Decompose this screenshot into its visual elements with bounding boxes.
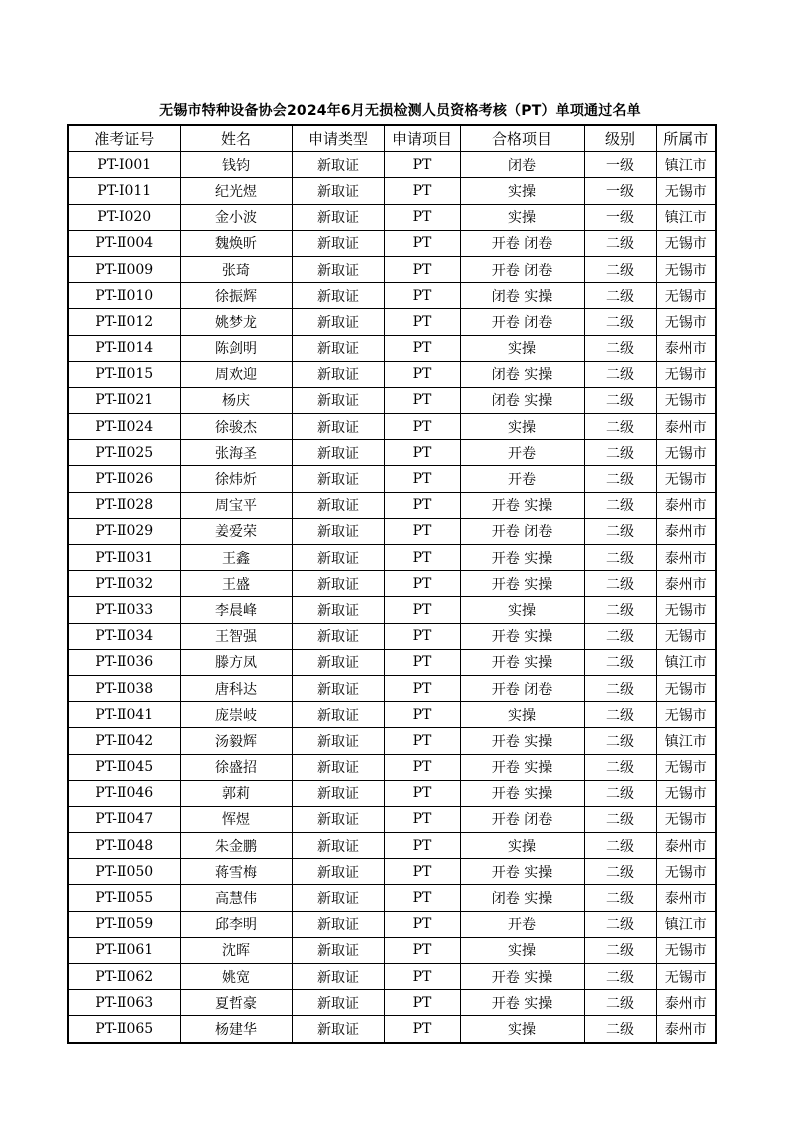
apply-type-cell: 新取证 bbox=[292, 309, 384, 335]
passed-item-cell: 实操 bbox=[460, 597, 584, 623]
city-cell: 泰州市 bbox=[656, 833, 716, 859]
city-cell: 镇江市 bbox=[656, 911, 716, 937]
city-cell: 泰州市 bbox=[656, 990, 716, 1016]
apply-item-cell: PT bbox=[384, 230, 460, 256]
level-cell: 二级 bbox=[584, 728, 656, 754]
exam-id-cell: PT-Ⅱ026 bbox=[68, 466, 180, 492]
apply-item-cell: PT bbox=[384, 518, 460, 544]
exam-id-cell: PT-Ⅱ063 bbox=[68, 990, 180, 1016]
exam-id-cell: PT-Ⅱ012 bbox=[68, 309, 180, 335]
name-cell: 王智强 bbox=[180, 623, 292, 649]
apply-item-cell: PT bbox=[384, 492, 460, 518]
passed-item-cell: 实操 bbox=[460, 414, 584, 440]
table-row bbox=[68, 597, 716, 623]
apply-type-cell: 新取证 bbox=[292, 152, 384, 178]
apply-item-cell: PT bbox=[384, 675, 460, 701]
table-row bbox=[68, 230, 716, 256]
exam-id-cell: PT-Ⅱ038 bbox=[68, 675, 180, 701]
exam-id-cell: PT-Ⅱ015 bbox=[68, 361, 180, 387]
city-cell: 无锡市 bbox=[656, 361, 716, 387]
table-row bbox=[68, 990, 716, 1016]
name-cell: 魏焕昕 bbox=[180, 230, 292, 256]
exam-id-cell: PT-Ⅰ011 bbox=[68, 178, 180, 204]
level-cell: 二级 bbox=[584, 1016, 656, 1043]
level-cell: 二级 bbox=[584, 649, 656, 675]
name-cell: 王鑫 bbox=[180, 545, 292, 571]
apply-item-cell: PT bbox=[384, 911, 460, 937]
city-cell: 无锡市 bbox=[656, 623, 716, 649]
exam-id-cell: PT-Ⅱ025 bbox=[68, 440, 180, 466]
level-cell: 二级 bbox=[584, 702, 656, 728]
name-cell: 王盛 bbox=[180, 571, 292, 597]
name-cell: 邱李明 bbox=[180, 911, 292, 937]
level-cell: 二级 bbox=[584, 754, 656, 780]
name-cell: 钱钧 bbox=[180, 152, 292, 178]
apply-type-cell: 新取证 bbox=[292, 806, 384, 832]
exam-id-cell: PT-Ⅱ031 bbox=[68, 545, 180, 571]
table-row bbox=[68, 178, 716, 204]
level-cell: 二级 bbox=[584, 309, 656, 335]
table-row bbox=[68, 335, 716, 361]
apply-type-cell: 新取证 bbox=[292, 649, 384, 675]
city-cell: 泰州市 bbox=[656, 545, 716, 571]
name-cell: 周宝平 bbox=[180, 492, 292, 518]
passed-item-cell: 开卷 闭卷 bbox=[460, 309, 584, 335]
level-cell: 二级 bbox=[584, 283, 656, 309]
level-cell: 二级 bbox=[584, 256, 656, 282]
table-row bbox=[68, 885, 716, 911]
passed-item-cell: 开卷 闭卷 bbox=[460, 230, 584, 256]
city-cell: 无锡市 bbox=[656, 675, 716, 701]
table-header-row bbox=[68, 125, 716, 152]
apply-item-cell: PT bbox=[384, 440, 460, 466]
passed-item-cell: 开卷 实操 bbox=[460, 964, 584, 990]
apply-item-cell: PT bbox=[384, 309, 460, 335]
passed-item-cell: 实操 bbox=[460, 1016, 584, 1043]
level-cell: 二级 bbox=[584, 440, 656, 466]
apply-item-cell: PT bbox=[384, 1016, 460, 1043]
city-cell: 无锡市 bbox=[656, 466, 716, 492]
apply-type-cell: 新取证 bbox=[292, 414, 384, 440]
exam-id-cell: PT-Ⅱ047 bbox=[68, 806, 180, 832]
apply-item-cell: PT bbox=[384, 990, 460, 1016]
table-row bbox=[68, 387, 716, 413]
column-header-name: 姓名 bbox=[180, 125, 292, 152]
table-row bbox=[68, 833, 716, 859]
level-cell: 二级 bbox=[584, 518, 656, 544]
name-cell: 周欢迎 bbox=[180, 361, 292, 387]
level-cell: 二级 bbox=[584, 466, 656, 492]
level-cell: 二级 bbox=[584, 230, 656, 256]
passed-item-cell: 开卷 闭卷 bbox=[460, 806, 584, 832]
level-cell: 二级 bbox=[584, 414, 656, 440]
table-row bbox=[68, 414, 716, 440]
exam-id-cell: PT-Ⅱ004 bbox=[68, 230, 180, 256]
apply-type-cell: 新取证 bbox=[292, 702, 384, 728]
city-cell: 无锡市 bbox=[656, 597, 716, 623]
column-header-apply-item: 申请项目 bbox=[384, 125, 460, 152]
exam-id-cell: PT-Ⅱ045 bbox=[68, 754, 180, 780]
apply-item-cell: PT bbox=[384, 414, 460, 440]
exam-id-cell: PT-Ⅱ065 bbox=[68, 1016, 180, 1043]
apply-item-cell: PT bbox=[384, 623, 460, 649]
passed-item-cell: 开卷 实操 bbox=[460, 649, 584, 675]
apply-item-cell: PT bbox=[384, 335, 460, 361]
apply-type-cell: 新取证 bbox=[292, 990, 384, 1016]
table-row bbox=[68, 361, 716, 387]
apply-item-cell: PT bbox=[384, 885, 460, 911]
level-cell: 二级 bbox=[584, 571, 656, 597]
city-cell: 镇江市 bbox=[656, 204, 716, 230]
city-cell: 泰州市 bbox=[656, 518, 716, 544]
apply-item-cell: PT bbox=[384, 780, 460, 806]
apply-item-cell: PT bbox=[384, 545, 460, 571]
name-cell: 唐科达 bbox=[180, 675, 292, 701]
exam-id-cell: PT-Ⅱ029 bbox=[68, 518, 180, 544]
exam-id-cell: PT-Ⅱ028 bbox=[68, 492, 180, 518]
apply-type-cell: 新取证 bbox=[292, 492, 384, 518]
name-cell: 徐盛招 bbox=[180, 754, 292, 780]
level-cell: 二级 bbox=[584, 964, 656, 990]
name-cell: 沈晖 bbox=[180, 937, 292, 963]
name-cell: 姚宽 bbox=[180, 964, 292, 990]
passed-item-cell: 闭卷 bbox=[460, 152, 584, 178]
apply-item-cell: PT bbox=[384, 806, 460, 832]
name-cell: 夏哲豪 bbox=[180, 990, 292, 1016]
passed-item-cell: 闭卷 实操 bbox=[460, 387, 584, 413]
apply-type-cell: 新取证 bbox=[292, 937, 384, 963]
apply-item-cell: PT bbox=[384, 702, 460, 728]
passed-item-cell: 实操 bbox=[460, 702, 584, 728]
passed-item-cell: 开卷 实操 bbox=[460, 754, 584, 780]
level-cell: 二级 bbox=[584, 990, 656, 1016]
table-row bbox=[68, 492, 716, 518]
level-cell: 二级 bbox=[584, 492, 656, 518]
name-cell: 杨建华 bbox=[180, 1016, 292, 1043]
name-cell: 徐骏杰 bbox=[180, 414, 292, 440]
apply-item-cell: PT bbox=[384, 937, 460, 963]
apply-item-cell: PT bbox=[384, 387, 460, 413]
name-cell: 陈剑明 bbox=[180, 335, 292, 361]
apply-type-cell: 新取证 bbox=[292, 178, 384, 204]
city-cell: 无锡市 bbox=[656, 230, 716, 256]
name-cell: 徐振辉 bbox=[180, 283, 292, 309]
passed-item-cell: 开卷 实操 bbox=[460, 545, 584, 571]
exam-id-cell: PT-Ⅱ061 bbox=[68, 937, 180, 963]
apply-type-cell: 新取证 bbox=[292, 675, 384, 701]
apply-type-cell: 新取证 bbox=[292, 387, 384, 413]
level-cell: 一级 bbox=[584, 204, 656, 230]
level-cell: 二级 bbox=[584, 387, 656, 413]
city-cell: 无锡市 bbox=[656, 387, 716, 413]
apply-item-cell: PT bbox=[384, 833, 460, 859]
passed-item-cell: 开卷 实操 bbox=[460, 728, 584, 754]
exam-id-cell: PT-Ⅰ001 bbox=[68, 152, 180, 178]
exam-id-cell: PT-Ⅱ032 bbox=[68, 571, 180, 597]
apply-type-cell: 新取证 bbox=[292, 911, 384, 937]
name-cell: 庞崇岐 bbox=[180, 702, 292, 728]
level-cell: 一级 bbox=[584, 178, 656, 204]
passed-item-cell: 实操 bbox=[460, 335, 584, 361]
table-row bbox=[68, 702, 716, 728]
apply-type-cell: 新取证 bbox=[292, 833, 384, 859]
table-row bbox=[68, 518, 716, 544]
exam-id-cell: PT-Ⅱ021 bbox=[68, 387, 180, 413]
table-row bbox=[68, 806, 716, 832]
table-row bbox=[68, 649, 716, 675]
level-cell: 二级 bbox=[584, 675, 656, 701]
city-cell: 无锡市 bbox=[656, 283, 716, 309]
name-cell: 徐炜炘 bbox=[180, 466, 292, 492]
passed-item-cell: 实操 bbox=[460, 833, 584, 859]
city-cell: 无锡市 bbox=[656, 178, 716, 204]
city-cell: 无锡市 bbox=[656, 702, 716, 728]
city-cell: 无锡市 bbox=[656, 806, 716, 832]
exam-id-cell: PT-Ⅰ020 bbox=[68, 204, 180, 230]
apply-type-cell: 新取证 bbox=[292, 571, 384, 597]
apply-type-cell: 新取证 bbox=[292, 256, 384, 282]
passed-item-cell: 开卷 闭卷 bbox=[460, 518, 584, 544]
apply-type-cell: 新取证 bbox=[292, 1016, 384, 1043]
table-row bbox=[68, 466, 716, 492]
apply-item-cell: PT bbox=[384, 152, 460, 178]
column-header-passed-item: 合格项目 bbox=[460, 125, 584, 152]
city-cell: 泰州市 bbox=[656, 885, 716, 911]
passed-item-cell: 开卷 实操 bbox=[460, 571, 584, 597]
table-row bbox=[68, 911, 716, 937]
passed-item-cell: 实操 bbox=[460, 204, 584, 230]
apply-item-cell: PT bbox=[384, 571, 460, 597]
passed-item-cell: 开卷 bbox=[460, 440, 584, 466]
city-cell: 无锡市 bbox=[656, 780, 716, 806]
passed-item-cell: 闭卷 实操 bbox=[460, 283, 584, 309]
name-cell: 杨庆 bbox=[180, 387, 292, 413]
column-header-apply-type: 申请类型 bbox=[292, 125, 384, 152]
exam-id-cell: PT-Ⅱ055 bbox=[68, 885, 180, 911]
level-cell: 一级 bbox=[584, 152, 656, 178]
table-row bbox=[68, 152, 716, 178]
name-cell: 金小波 bbox=[180, 204, 292, 230]
passed-item-cell: 闭卷 实操 bbox=[460, 361, 584, 387]
exam-id-cell: PT-Ⅱ048 bbox=[68, 833, 180, 859]
column-header-city: 所属市 bbox=[656, 125, 716, 152]
apply-type-cell: 新取证 bbox=[292, 754, 384, 780]
table-row bbox=[68, 623, 716, 649]
apply-type-cell: 新取证 bbox=[292, 230, 384, 256]
apply-item-cell: PT bbox=[384, 283, 460, 309]
exam-id-cell: PT-Ⅱ033 bbox=[68, 597, 180, 623]
name-cell: 姜爱荣 bbox=[180, 518, 292, 544]
name-cell: 张琦 bbox=[180, 256, 292, 282]
level-cell: 二级 bbox=[584, 885, 656, 911]
apply-item-cell: PT bbox=[384, 256, 460, 282]
table-body bbox=[68, 152, 716, 1043]
city-cell: 无锡市 bbox=[656, 964, 716, 990]
city-cell: 无锡市 bbox=[656, 440, 716, 466]
name-cell: 滕方凤 bbox=[180, 649, 292, 675]
apply-type-cell: 新取证 bbox=[292, 728, 384, 754]
exam-id-cell: PT-Ⅱ009 bbox=[68, 256, 180, 282]
passed-item-cell: 开卷 实操 bbox=[460, 623, 584, 649]
apply-type-cell: 新取证 bbox=[292, 597, 384, 623]
name-cell: 张海圣 bbox=[180, 440, 292, 466]
results-table bbox=[67, 124, 717, 1044]
level-cell: 二级 bbox=[584, 911, 656, 937]
passed-item-cell: 开卷 bbox=[460, 466, 584, 492]
passed-item-cell: 开卷 实操 bbox=[460, 990, 584, 1016]
table-row bbox=[68, 440, 716, 466]
level-cell: 二级 bbox=[584, 597, 656, 623]
exam-id-cell: PT-Ⅱ014 bbox=[68, 335, 180, 361]
level-cell: 二级 bbox=[584, 859, 656, 885]
apply-type-cell: 新取证 bbox=[292, 518, 384, 544]
city-cell: 无锡市 bbox=[656, 754, 716, 780]
exam-id-cell: PT-Ⅱ034 bbox=[68, 623, 180, 649]
table-row bbox=[68, 1016, 716, 1043]
apply-item-cell: PT bbox=[384, 361, 460, 387]
city-cell: 镇江市 bbox=[656, 728, 716, 754]
passed-item-cell: 开卷 bbox=[460, 911, 584, 937]
column-header-level: 级别 bbox=[584, 125, 656, 152]
table-row bbox=[68, 937, 716, 963]
level-cell: 二级 bbox=[584, 623, 656, 649]
table-row bbox=[68, 728, 716, 754]
apply-type-cell: 新取证 bbox=[292, 335, 384, 361]
name-cell: 纪光煜 bbox=[180, 178, 292, 204]
table-row bbox=[68, 204, 716, 230]
exam-id-cell: PT-Ⅱ046 bbox=[68, 780, 180, 806]
name-cell: 姚梦龙 bbox=[180, 309, 292, 335]
passed-item-cell: 开卷 闭卷 bbox=[460, 675, 584, 701]
apply-item-cell: PT bbox=[384, 178, 460, 204]
table-row bbox=[68, 964, 716, 990]
apply-type-cell: 新取证 bbox=[292, 440, 384, 466]
apply-item-cell: PT bbox=[384, 466, 460, 492]
exam-id-cell: PT-Ⅱ042 bbox=[68, 728, 180, 754]
apply-item-cell: PT bbox=[384, 204, 460, 230]
city-cell: 无锡市 bbox=[656, 937, 716, 963]
apply-item-cell: PT bbox=[384, 754, 460, 780]
apply-type-cell: 新取证 bbox=[292, 466, 384, 492]
name-cell: 汤毅辉 bbox=[180, 728, 292, 754]
name-cell: 蒋雪梅 bbox=[180, 859, 292, 885]
table-row bbox=[68, 545, 716, 571]
apply-type-cell: 新取证 bbox=[292, 885, 384, 911]
passed-item-cell: 开卷 闭卷 bbox=[460, 256, 584, 282]
passed-item-cell: 开卷 实操 bbox=[460, 492, 584, 518]
apply-item-cell: PT bbox=[384, 859, 460, 885]
level-cell: 二级 bbox=[584, 937, 656, 963]
city-cell: 泰州市 bbox=[656, 335, 716, 361]
level-cell: 二级 bbox=[584, 806, 656, 832]
exam-id-cell: PT-Ⅱ041 bbox=[68, 702, 180, 728]
level-cell: 二级 bbox=[584, 833, 656, 859]
name-cell: 朱金鹏 bbox=[180, 833, 292, 859]
table-row bbox=[68, 780, 716, 806]
apply-type-cell: 新取证 bbox=[292, 545, 384, 571]
city-cell: 泰州市 bbox=[656, 414, 716, 440]
level-cell: 二级 bbox=[584, 361, 656, 387]
passed-item-cell: 实操 bbox=[460, 937, 584, 963]
city-cell: 无锡市 bbox=[656, 859, 716, 885]
city-cell: 泰州市 bbox=[656, 492, 716, 518]
name-cell: 郭莉 bbox=[180, 780, 292, 806]
column-header-exam-id: 准考证号 bbox=[68, 125, 180, 152]
apply-item-cell: PT bbox=[384, 649, 460, 675]
exam-id-cell: PT-Ⅱ024 bbox=[68, 414, 180, 440]
city-cell: 镇江市 bbox=[656, 152, 716, 178]
apply-type-cell: 新取证 bbox=[292, 623, 384, 649]
apply-type-cell: 新取证 bbox=[292, 361, 384, 387]
passed-item-cell: 开卷 实操 bbox=[460, 859, 584, 885]
table-row bbox=[68, 859, 716, 885]
table-row bbox=[68, 754, 716, 780]
passed-item-cell: 闭卷 实操 bbox=[460, 885, 584, 911]
city-cell: 泰州市 bbox=[656, 1016, 716, 1043]
city-cell: 无锡市 bbox=[656, 309, 716, 335]
document-title: 无锡市特种设备协会2024年6月无损检测人员资格考核（PT）单项通过名单 bbox=[159, 103, 641, 119]
exam-id-cell: PT-Ⅱ050 bbox=[68, 859, 180, 885]
apply-type-cell: 新取证 bbox=[292, 859, 384, 885]
table-row bbox=[68, 256, 716, 282]
level-cell: 二级 bbox=[584, 545, 656, 571]
apply-item-cell: PT bbox=[384, 597, 460, 623]
apply-type-cell: 新取证 bbox=[292, 964, 384, 990]
table-row bbox=[68, 675, 716, 701]
exam-id-cell: PT-Ⅱ036 bbox=[68, 649, 180, 675]
level-cell: 二级 bbox=[584, 335, 656, 361]
apply-type-cell: 新取证 bbox=[292, 780, 384, 806]
table-row bbox=[68, 309, 716, 335]
name-cell: 高慧伟 bbox=[180, 885, 292, 911]
apply-type-cell: 新取证 bbox=[292, 204, 384, 230]
passed-item-cell: 实操 bbox=[460, 178, 584, 204]
city-cell: 镇江市 bbox=[656, 649, 716, 675]
passed-item-cell: 开卷 实操 bbox=[460, 780, 584, 806]
city-cell: 无锡市 bbox=[656, 256, 716, 282]
apply-item-cell: PT bbox=[384, 728, 460, 754]
apply-item-cell: PT bbox=[384, 964, 460, 990]
name-cell: 李晨峰 bbox=[180, 597, 292, 623]
exam-id-cell: PT-Ⅱ059 bbox=[68, 911, 180, 937]
city-cell: 泰州市 bbox=[656, 571, 716, 597]
table-row bbox=[68, 571, 716, 597]
table-row bbox=[68, 283, 716, 309]
name-cell: 恽煜 bbox=[180, 806, 292, 832]
exam-id-cell: PT-Ⅱ062 bbox=[68, 964, 180, 990]
exam-id-cell: PT-Ⅱ010 bbox=[68, 283, 180, 309]
level-cell: 二级 bbox=[584, 780, 656, 806]
apply-type-cell: 新取证 bbox=[292, 283, 384, 309]
